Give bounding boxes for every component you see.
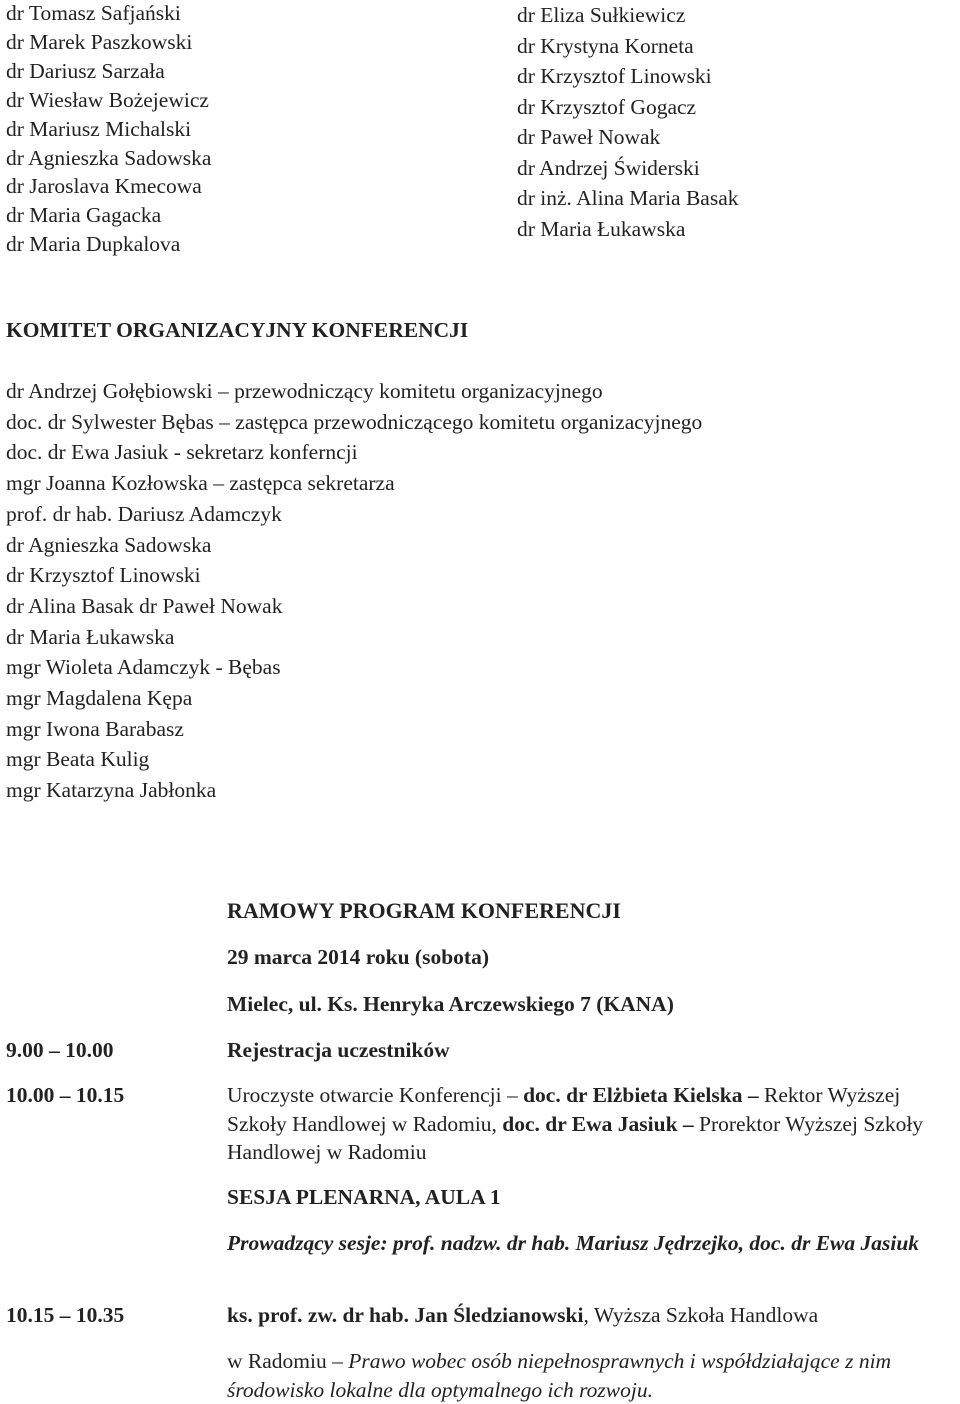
list-item: dr Maria Dupkalova (6, 232, 181, 257)
committee-member: doc. dr Ewa Jasiuk - sekretarz konferncji (6, 440, 358, 465)
list-item: dr Agnieszka Sadowska (6, 145, 212, 170)
talk-city: w Radomiu – (227, 1349, 349, 1373)
list-item: dr Paweł Nowak (517, 125, 661, 149)
committee-member: dr Maria Łukawska (6, 624, 175, 649)
opening-text: Prorektor Wyższej Szkoły Handlowej w Radomiu (227, 1111, 924, 1164)
committee-member: prof. dr hab. Dariusz Adamczyk (6, 501, 282, 526)
list-item: dr Tomasz Safjański (6, 1, 181, 25)
committee-member: mgr Katarzyna Jabłonka (6, 778, 217, 803)
opening-text: Rektor Wyższej Szkoły Handlowej w Radomiu, (227, 1083, 901, 1136)
talk-title: Prawo wobec osób niepełnosprawnych i współdziałające z nim środowisko lokalne dla optymalnego ich rozwoju. (227, 1349, 892, 1402)
list-item: dr Wiesław Bożejewicz (6, 87, 209, 112)
list-item: dr Krzysztof Linowski (517, 64, 712, 88)
prorector-name: doc. dr Ewa Jasiuk – (502, 1111, 694, 1136)
program-title: RAMOWY PROGRAM KONFERENCJI (227, 898, 621, 923)
organizing-committee-list (6, 376, 702, 806)
chairs-names: prof. nadzw. dr hab. Mariusz Jędrzejko, doc. dr Ewa Jasiuk (387, 1231, 920, 1255)
left-names-list (6, 0, 211, 259)
list-item: dr Maria Łukawska (517, 216, 686, 241)
list-item: dr Mariusz Michalski (6, 116, 192, 141)
opening-text: Uroczyste otwarcie Konferencji – (227, 1083, 524, 1107)
committee-member: mgr Joanna Kozłowska – zastępca sekretarza (6, 471, 395, 496)
talk-affiliation: , Wyższa Szkoła Handlowa (583, 1303, 819, 1327)
list-item: dr Krzysztof Gogacz (517, 94, 697, 119)
registration-label: Rejestracja uczestników (227, 1038, 450, 1062)
committee-member: dr Agnieszka Sadowska (6, 532, 212, 557)
talk-details (227, 1347, 955, 1404)
session-chairs (227, 1229, 955, 1258)
committee-member: dr Krzysztof Linowski (6, 563, 201, 588)
list-item: dr Krystyna Korneta (517, 33, 694, 58)
list-item: dr Eliza Sułkiewicz (517, 3, 686, 27)
committee-member: mgr Wioleta Adamczyk - Bębas (6, 655, 281, 680)
list-item: dr Dariusz Sarzała (6, 58, 165, 83)
session-title: SESJA PLENARNA, AULA 1 (227, 1185, 501, 1209)
talk-time: 10.15 – 10.35 (6, 1303, 125, 1327)
list-item: dr Andrzej Świderski (517, 155, 700, 180)
talk-speaker: ks. prof. zw. dr hab. Jan Śledzianowski (227, 1303, 584, 1327)
list-item: dr Jaroslava Kmecowa (6, 174, 202, 199)
list-item: dr Maria Gagacka (6, 203, 162, 228)
committee-member: mgr Magdalena Kępa (6, 686, 193, 711)
rector-name: doc. dr Elżbieta Kielska – (523, 1083, 759, 1107)
committee-member: mgr Beata Kulig (6, 747, 150, 772)
opening-time: 10.00 – 10.15 (6, 1083, 125, 1107)
opening-description (227, 1081, 955, 1167)
organizing-committee-heading: KOMITET ORGANIZACYJNY KONFERENCJI (6, 318, 469, 342)
committee-member: dr Andrzej Gołębiowski – przewodniczący komitetu organizacyjnego (6, 379, 603, 403)
committee-member: dr Alina Basak dr Paweł Nowak (6, 593, 283, 618)
chairs-label: Prowadzący sesje: (227, 1231, 388, 1255)
program-date: 29 marca 2014 roku (sobota) (227, 945, 489, 969)
program-venue: Mielec, ul. Ks. Henryka Arczewskiego 7 (KANA) (227, 992, 674, 1016)
list-item: dr inż. Alina Maria Basak (517, 186, 739, 210)
committee-member: mgr Iwona Barabasz (6, 716, 184, 741)
committee-member: doc. dr Sylwester Bębas – zastępca przewodniczącego komitetu organizacyjnego (6, 409, 703, 434)
registration-time: 9.00 – 10.00 (6, 1038, 114, 1062)
talk-speaker-line (227, 1301, 818, 1330)
list-item: dr Marek Paszkowski (6, 29, 193, 54)
right-names-list (517, 0, 739, 244)
